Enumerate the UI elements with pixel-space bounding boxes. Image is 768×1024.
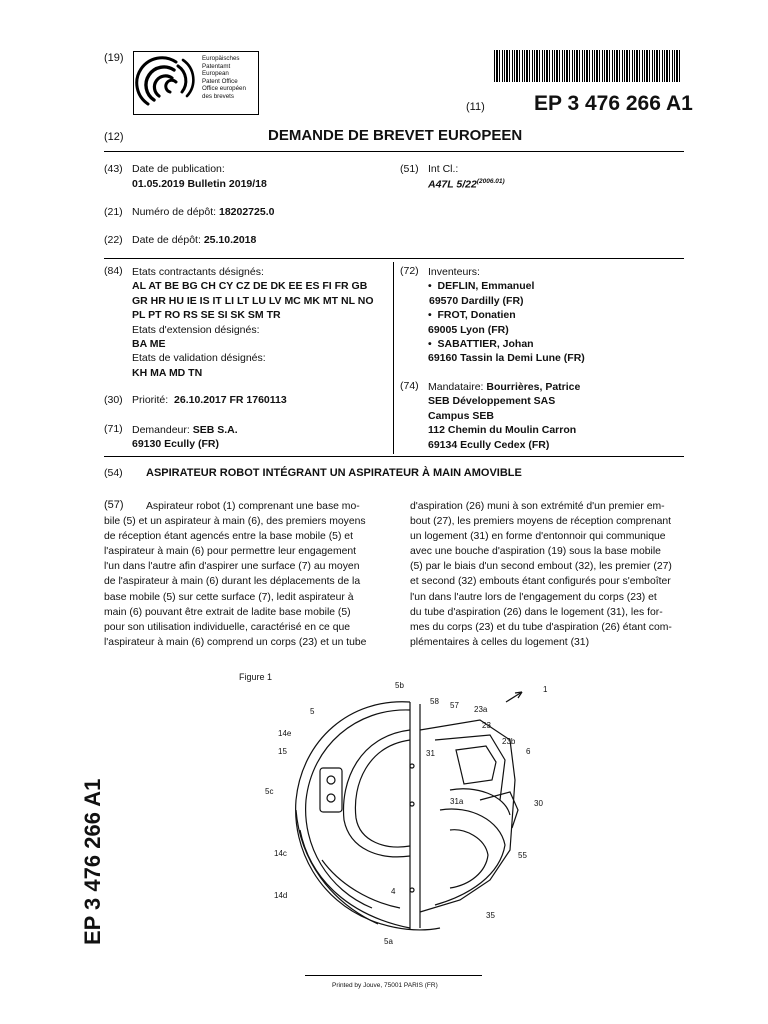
office-name: Europäisches Patentamt European Patent Office Office européen des brevets — [202, 55, 246, 100]
inid-84: (84) — [104, 265, 123, 277]
abstract-left-column: Aspirateur robot (1) comprenant une base mo- bile (5) et un aspirateur à main (6), des premiers moyens de réception étant agencés entre la base mobile (5) et l'aspirateur à main (6) pour permettre leur engagement l'un dans l'autre afin d'aspirer une surface (7) au moyen de l'aspirateur à main (6) durant les déplacements de la base mobile (5) sur cette surface (7), ledit aspirateur à main (6) pouvant être extrait de ladite base mobile (5) pour son utilisation individuelle, caractérisé en ce que l'aspirateur à main (6) comprend un corps (23) et un tube — [104, 501, 367, 648]
inid-22: (22) — [104, 234, 123, 246]
ref-23: 23 — [482, 721, 491, 730]
barcode — [494, 50, 682, 82]
column-divider — [393, 262, 394, 454]
ref-35: 35 — [486, 911, 495, 920]
designated-states: Etats contractants désignés: AL AT BE BG CH CY CZ DE DK EE ES FI FR GB GR HR HU IE IS IT LI LT LU LV MC MK MT NL NO PL PT RO RS SE SI SK SM TR Etats d'extension désignés: BA ME Etats de validation désignés: KH MA MD TN — [132, 266, 374, 379]
representative: Mandataire: Bourrières, Patrice SEB Développement SAS Campus SEB 112 Chemin du Moulin Carron 69134 Ecully Cedex (FR) — [428, 381, 581, 451]
inid-43: (43) — [104, 163, 123, 175]
side-publication-number: EP 3 476 266 A1 — [80, 778, 105, 945]
int-cl-label: Int Cl.: — [428, 163, 459, 175]
inid-11: (11) — [466, 101, 485, 113]
ref-31: 31 — [426, 749, 435, 758]
document-type: DEMANDE DE BREVET EUROPEEN — [268, 127, 523, 144]
ref-6: 6 — [526, 747, 531, 756]
header-rule — [104, 151, 684, 152]
inid-74: (74) — [400, 380, 419, 392]
publication-date-label: Date de publication: — [132, 163, 225, 175]
inid-54: (54) — [104, 467, 123, 479]
footer-rule — [305, 975, 482, 976]
ref-23b: 23b — [502, 737, 516, 746]
figure-1-drawing — [260, 680, 560, 950]
epo-logo — [133, 51, 259, 115]
ref-23a: 23a — [474, 705, 488, 714]
ref-5c: 5c — [265, 787, 274, 796]
application-number: Numéro de dépôt: 18202725.0 — [132, 206, 275, 218]
inid-12: (12) — [104, 131, 124, 143]
ref-58: 58 — [430, 697, 439, 706]
filing-date: Date de dépôt: 25.10.2018 — [132, 234, 257, 246]
ref-5b: 5b — [395, 681, 404, 690]
publication-date: 01.05.2019 Bulletin 2019/18 — [132, 178, 267, 190]
inid-72: (72) — [400, 265, 419, 277]
inventors: Inventeurs: • DEFLIN, Emmanuel 69570 Dardilly (FR) • FROT, Donatien 69005 Lyon (FR) • SABATTIER, Johan 69160 Tassin la Demi Lune (FR) — [428, 266, 585, 365]
invention-title: ASPIRATEUR ROBOT INTÉGRANT UN ASPIRATEUR À MAIN AMOVIBLE — [146, 467, 522, 479]
ref-55: 55 — [518, 851, 527, 860]
ref-14c: 14c — [274, 849, 287, 858]
ref-4: 4 — [391, 887, 396, 896]
priority: Priorité: 26.10.2017 FR 1760113 — [132, 394, 287, 406]
inid-30: (30) — [104, 394, 123, 406]
ref-14d: 14d — [274, 891, 288, 900]
inid-71: (71) — [104, 423, 123, 435]
ref-31a: 31a — [450, 797, 464, 806]
epo-logo-icon — [134, 52, 196, 114]
title-rule — [104, 456, 684, 457]
publication-number: EP 3 476 266 A1 — [534, 92, 693, 115]
biblio-rule — [104, 258, 684, 259]
ref-30: 30 — [534, 799, 543, 808]
ref-15: 15 — [278, 747, 287, 756]
ref-5: 5 — [310, 707, 315, 716]
printer-note: Printed by Jouve, 75001 PARIS (FR) — [332, 982, 438, 989]
applicant: Demandeur: SEB S.A. 69130 Ecully (FR) — [132, 424, 238, 451]
inid-57: (57) — [104, 499, 124, 511]
inid-21: (21) — [104, 206, 123, 218]
inid-19: (19) — [104, 52, 124, 64]
ref-57: 57 — [450, 701, 459, 710]
ref-14e: 14e — [278, 729, 292, 738]
ref-5a: 5a — [384, 937, 393, 946]
abstract-right-column: d'aspiration (26) muni à son extrémité d'un premier em- bout (27), les premiers moyens de réception comprenant un logement (31) en forme d'entonnoir qui communique avec une bouche d'aspiration (19) sous la base mobile (5) par le biais d'un second embout (32), les premier (27) et second (32) embouts étant configurés pour s'emboîter l'un dans l'autre lors de l'engagement du corps (23) et du tube d'aspiration (26) dans le logement (31), les for- mes du corps (23) et du tube d'aspiration (26) étant com- plémentaires à celles du logement (31) — [410, 501, 672, 648]
int-cl-value: A47L $5/22^{(2006.01)}$ — [428, 178, 505, 191]
inid-51: (51) — [400, 163, 419, 175]
ref-1: 1 — [543, 685, 548, 694]
figure-label: Figure 1 — [239, 672, 273, 682]
